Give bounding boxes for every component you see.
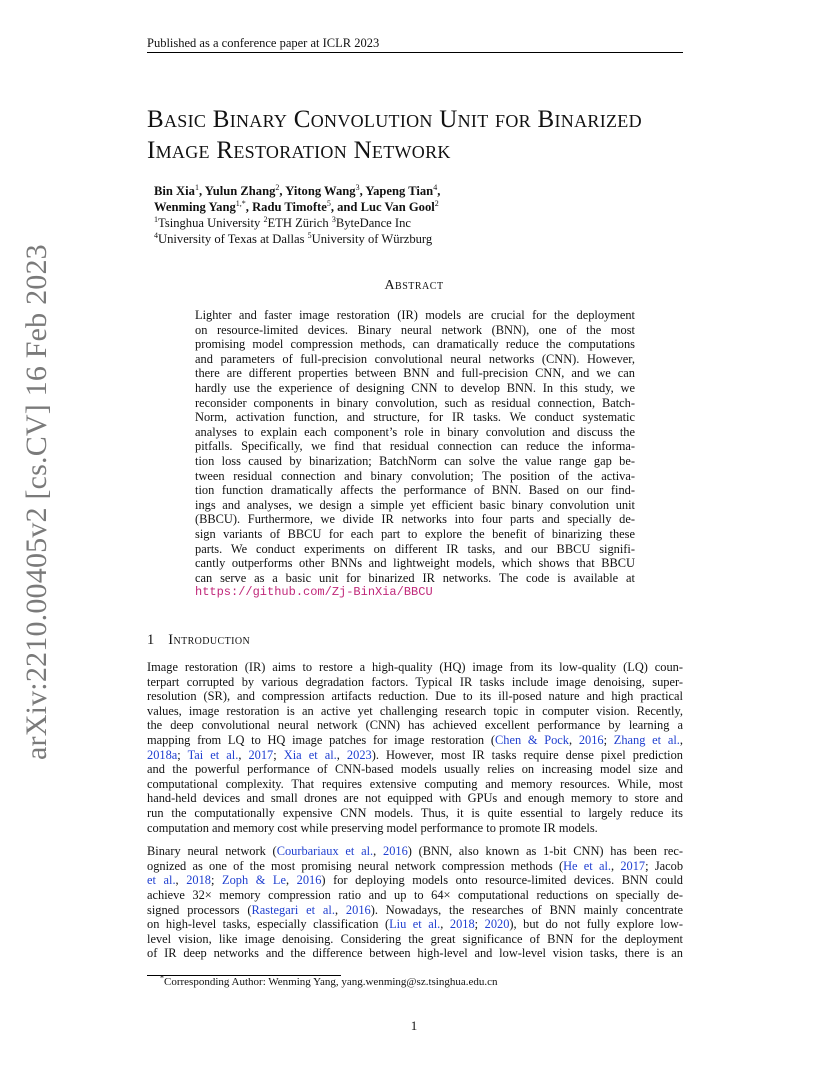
introduction-body [147,660,683,961]
body-line [147,859,683,874]
citation-link[interactable]: 2018 [186,873,211,888]
abstract-line: there are different properties between BNN and full-precision CNN, and we can [195,366,635,381]
abstract-line: hardly use the experience of designing CNN to develop BNN. In this study, we [195,380,635,395]
abstract-line: can serve as a basic unit for binarized IR networks. The code is available at [195,570,635,585]
citation-link[interactable]: Rastegari et al. [251,902,335,917]
body-line [147,821,683,836]
body-text: ; [177,747,188,762]
citation-link[interactable]: Zhang et al. [613,732,680,747]
abstract-line: tion loss caused by binarization; BatchNorm can solve the value range gap be- [195,453,635,468]
citation-link[interactable]: 2016 [296,873,322,888]
body-text: ; [603,732,614,747]
body-line [147,903,683,918]
abstract-heading: Abstract [384,278,444,293]
citation-link[interactable]: 2017 [248,747,274,762]
body-text: resolution (SR), and compression artifacts reduction. Due to its ill-posed nature and high practical [147,689,683,704]
author-line-1: Bin Xia$^1$, Yulun Zhang$^2$, Yitong Wang$^3$, Yapeng Tian$^4$, [154,182,441,198]
body-text: hand-held devices and small drones are not equipped with GPUs and enough memory to store and [147,791,683,806]
citation-link[interactable]: Xia et al. [283,747,337,762]
body-text: , [440,917,450,932]
body-text: ; [210,873,222,888]
body-text: , [569,732,579,747]
arxiv-stamp: arXiv:2210.00405v2 [cs.CV] 16 Feb 2023 [20,244,53,760]
body-line [147,704,683,719]
title-line: Basic Binary Convolution Unit for Binarized [147,106,642,133]
abstract-line: tion function dramatically affects the performance of BNN. Based on our find- [195,483,635,498]
header-rule [147,52,683,53]
body-line [147,791,683,806]
section-number: 1 [147,632,155,648]
body-line [147,675,683,690]
abstract-line: Lighter and faster image restoration (IR) models are crucial for the deployment [195,308,635,322]
paragraph-gap [147,835,683,844]
citation-link[interactable]: Liu et al. [389,917,441,932]
section-heading [147,632,250,649]
abstract-line: sign variants of BBCU for each part to explore the benefit of binarizing these [195,526,635,541]
body-text: terpart corrupted by various degradation factors. Typical IR tasks include image denoising, super- [147,674,683,689]
body-text: computational complexity. That requires extensive computing and memory resources. While, most [147,776,683,791]
citation-link[interactable]: 2016 [383,844,408,859]
body-text: Binary neural network ( [147,844,277,859]
affiliation-line-2: $^4$University of Texas at Dallas $^5$University of Würzburg [154,230,433,246]
citation-link[interactable]: Chen & Pock [494,732,570,747]
body-line [147,660,683,675]
body-text: ). However, most IR tasks require dense pixel prediction [371,747,683,762]
body-text: , [285,873,297,888]
body-line [147,718,683,733]
page-number: 1 [410,1018,418,1033]
body-line [147,748,683,763]
abstract-line: cantly outperforms other BNNs and lightweight models, which shows that BBCU [195,556,635,571]
citation-link[interactable]: 2016 [345,902,371,917]
citation-link[interactable]: 2023 [346,747,372,762]
body-text: signed processors ( [147,902,252,917]
body-text: the deep convolutional neural network (CNN) has achieved excellent performance by learning a [147,718,683,733]
body-line [147,873,683,888]
abstract-line: analyses to explain each component’s role in binary convolution and discuss the [195,424,635,439]
citation-link[interactable]: 2017 [620,858,646,873]
body-line [147,806,683,821]
body-text: Image restoration (IR) aims to restore a high-quality (HQ) image from its low-quality (LQ) coun- [147,660,683,674]
author-line-2: Wenming Yang$^{1,*}$, Radu Timofte$^5$, and Luc Van Gool$^2$ [154,198,439,214]
citation-link[interactable]: Tai et al. [187,747,239,762]
body-line [147,733,683,748]
citation-link[interactable]: 2016 [578,732,604,747]
abstract-line: tween residual connection and binary convolution; The position of the activa- [195,468,635,483]
abstract-line: ings and analyses, we design a simple yet efficient basic binary convolution unit [195,497,635,512]
body-text: ) (BNN, also known as 1-bit CNN) has been rec- [407,844,683,859]
body-line [147,888,683,903]
section-title: Introduction [168,632,251,648]
body-text: level vision, like image denoising. Considering the great significance of BNN for the deployment [147,931,683,946]
body-text: , [175,873,187,888]
body-line [147,917,683,932]
body-line [147,946,683,961]
body-text: and the powerful performance of CNN-based models usually relies on increasing model size and [147,762,683,777]
body-line [147,932,683,947]
body-text: , [679,732,683,747]
citation-link[interactable]: 2020 [484,917,510,932]
abstract-line: (BBCU). Furthermore, we divide IR networks into four parts and specially de- [195,512,635,527]
citation-link[interactable]: 2018 [449,917,475,932]
code-link[interactable]: https://github.com/Zj-BinXia/BBCU [195,585,433,600]
paper-title [147,104,707,166]
body-text: , [238,747,249,762]
body-text: of IR deep networks and the difference between high-level and low-level vision tasks, there is an [147,946,683,961]
citation-link[interactable]: et al. [147,873,176,888]
running-header: Published as a conference paper at ICLR 2023 [147,36,380,50]
body-text: Jacob [654,858,684,873]
body-text: ), but do not fully explore low- [509,917,683,932]
body-line [147,777,683,792]
body-text: , [373,844,383,859]
body-text: ; [273,747,284,762]
body-text: ognized as one of the most promising neural network compression methods ( [147,858,564,873]
affiliation-line-1: $^1$Tsinghua University $^2$ETH Zürich $^3$ByteDance Inc [154,214,412,230]
body-line [147,762,683,777]
abstract-body [195,308,635,600]
body-text: achieve 32× memory compression ratio and up to 64× computational reductions on specially de- [147,887,683,902]
abstract-line: and parameters of full-precision convolutional neural networks (CNN). However, [195,351,635,366]
body-line [147,844,683,859]
body-text: on high-level tasks, especially classification ( [147,917,390,932]
body-text: , [611,858,621,873]
author-block [154,183,440,247]
body-text: , [334,902,346,917]
abstract-line: promising model compression methods, can dramatically reduce the computations [195,337,635,352]
abstract-line: pitfalls. Specifically, we find that residual connection can reduce the informa- [195,439,635,454]
title-line: Image Restoration Network [147,137,451,164]
body-text: mapping from LQ to HQ image patches for image restoration ( [147,732,495,747]
body-text: ) for deploying models onto resource-limited devices. BNN could [321,873,683,888]
abstract-line: on resource-limited devices. Binary neural network (BNN), one of the most [195,322,635,337]
abstract-line: parts. We conduct experiments on different IR tasks, and our BBCU signifi- [195,541,635,556]
citation-link[interactable]: 2018a [147,747,178,762]
body-text: values, image restoration is an active yet challenging research topic in computer vision. Recently, [147,703,683,718]
body-text: , [336,747,347,762]
citation-link[interactable]: Zoph & Le [222,873,286,888]
body-line [147,689,683,704]
body-text: run the computationally expensive CNN models. Thus, it is quite essential to largely reduce its [147,805,683,820]
citation-link[interactable]: Courbariaux et al. [276,844,374,859]
body-text: ). Nowadays, the researches of BNN mainly concentrate [370,902,683,917]
body-text: computation and memory cost while preserving model performance to promote IR models. [147,820,598,835]
footnote: *Corresponding Author: Wenming Yang, yang.wenming@sz.tsinghua.edu.cn [160,973,498,988]
body-text: ; [474,917,485,932]
citation-link[interactable]: He et al. [563,858,611,873]
abstract-line: Norm, activation function, and structure, for IR tasks. We conduct systematic [195,410,635,425]
abstract-line: reconsider components in binary convolution, such as residual connection, Batch- [195,395,635,410]
body-text: ; [645,858,655,873]
